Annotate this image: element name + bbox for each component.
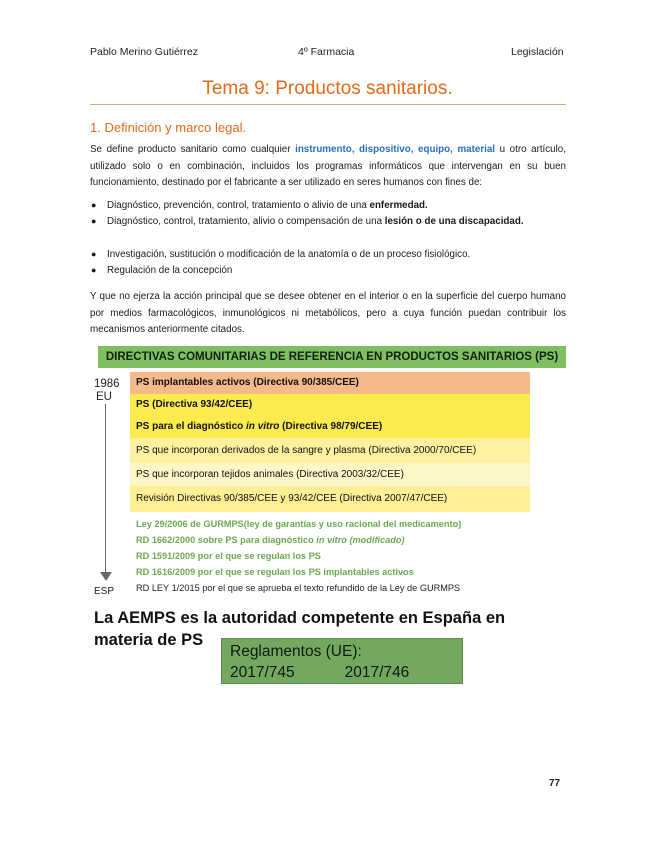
regulations-codes: 2017/745 2017/746 [230,664,410,681]
figure-banner: DIRECTIVAS COMUNITARIAS DE REFERENCIA EN PRODUCTOS SANITARIOS (PS) [98,346,566,368]
aemps-statement-line1: La AEMPS es la autoridad competente en España en [94,609,506,627]
bullet-icon: ● [91,265,97,275]
regulations-box [221,638,463,684]
bullet-item: ● Diagnóstico, control, tratamiento, alivio o compensación de una lesión o de una discapacidad. [107,213,567,231]
esp-label: ESP [94,586,115,597]
directive-box: PS implantables activos (Directiva 90/385/CEE) [130,372,530,394]
intro-keywords: instrumento, dispositivo, equipo, material [295,144,496,155]
directive-box: PS (Directiva 93/42/CEE) [130,394,530,416]
spanish-law: RD 1662/2000 sobre PS para diagnóstico in vitro (modificado) [136,535,405,545]
bullet-item: ● Regulación de la concepción [107,262,567,280]
year-label: 1986 [94,378,120,390]
directive-box: PS que incorporan derivados de la sangre y plasma (Directiva 2000/70/CEE) [130,438,530,463]
directive-box: PS que incorporan tejidos animales (Directiva 2003/32/CEE) [130,463,530,486]
directive-box: Revisión Directivas 90/385/CEE y 93/42/CEE (Directiva 2007/47/CEE) [130,486,530,512]
bullet-item: ● Investigación, sustitución o modificación de la anatomía o de un proceso fisiológico. [107,246,567,264]
regulations-title: Reglamentos (UE): [230,643,362,660]
definition-paragraph: Y que no ejerza la acción principal que se desee obtener en el interior o en la superficie del cuerpo humano por medios farmacológicos, inmunológicos ni metabólicos, pero a cuya función puedan contribuir los mecanismos anteriormente citados. [90,291,566,335]
bullet-icon: ● [91,200,97,210]
header-subject: Legislación [511,46,564,58]
intro-text-end: u otro artículo, utilizado solo o en combinación, incluidos los programas informáticos que intervengan en su buen funcionamiento, destinado por el fabricante a ser utilizado en seres humanos con fines de: [90,144,566,188]
section-heading: 1. Definición y marco legal. [90,120,247,135]
spanish-law: RD 1591/2009 por el que se regulan los PS [136,551,321,561]
timeline-arrow [105,404,106,576]
spanish-law: RD 1616/2009 por el que se regulan los PS implantables activos [136,567,414,577]
spanish-law: Ley 29/2006 de GURMPS(ley de garantías y uso racional del medicamento) [136,519,462,529]
page-number: 77 [549,778,561,789]
aemps-statement-line2: materia de PS [94,631,204,649]
bullet-icon: ● [91,249,97,259]
directives-figure [94,346,570,686]
bullet-item: ● Diagnóstico, prevención, control, tratamiento o alivio de una enfermedad. [107,197,567,215]
bullet-icon: ● [91,216,97,226]
spanish-law-final: RD LEY 1/2015 por el que se aprueba el texto refundido de la Ley de GURMPS [136,583,461,593]
arrow-down-icon [100,572,112,581]
header-course: 4º Farmacia [298,46,355,58]
title-underline [90,104,566,105]
directive-box: PS para el diagnóstico in vitro (Directiva 98/79/CEE) [130,416,530,438]
header-author: Pablo Merino Gutiérrez [90,46,198,58]
eu-label: EU [96,391,112,403]
intro-text-start: Se define producto sanitario como cualquier [90,144,296,155]
intro-paragraph [90,142,566,192]
page-title: Tema 9: Productos sanitarios. [202,78,453,99]
